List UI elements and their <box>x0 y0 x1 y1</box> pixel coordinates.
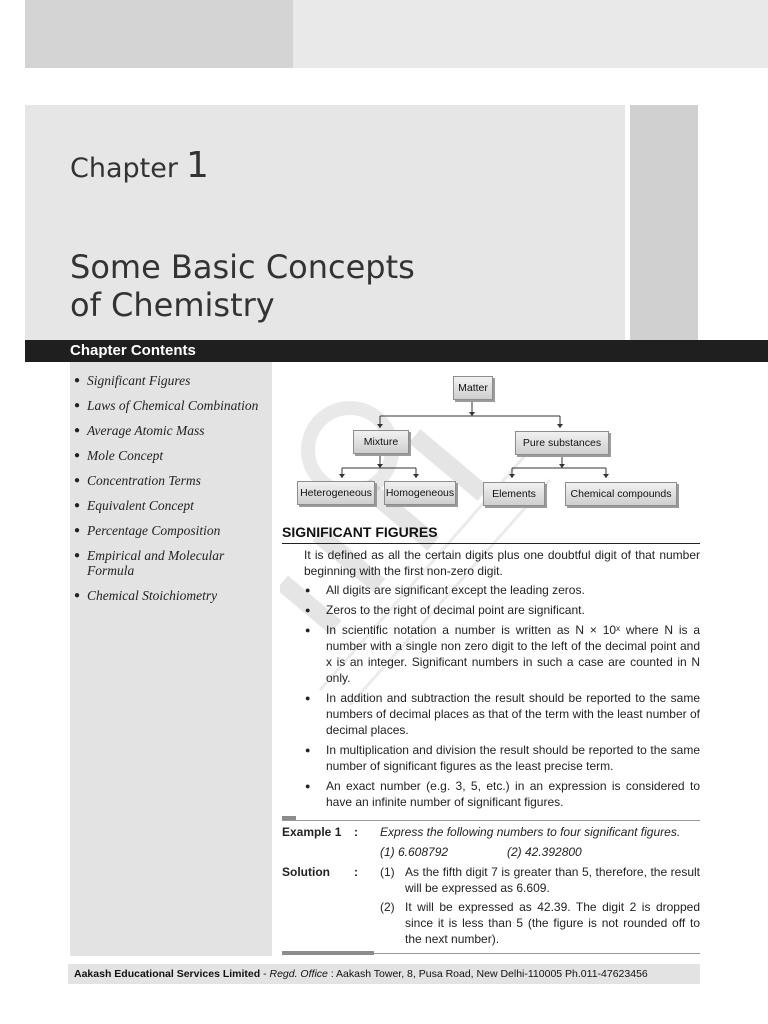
bullet-icon: ● <box>305 605 311 615</box>
chapter-title <box>70 248 590 324</box>
rule-item: ● In scientific notation a number is written as N × 10ˣ where N is a number with a single non zero digit to the left of the decimal point and x is an integer. Significant numbers in such a case are counted in N only. <box>305 623 700 685</box>
rule-item: ● All digits are significant except the leading zeros. <box>305 583 585 597</box>
node-mixture: Mixture <box>353 430 409 454</box>
bullet-icon: ● <box>74 475 81 486</box>
bullet-icon: ● <box>305 745 311 755</box>
section-heading: SIGNIFICANT FIGURES <box>282 524 438 540</box>
contents-list <box>74 373 268 613</box>
example-top-rule <box>282 820 700 821</box>
footer-office-label: Regd. Office <box>269 968 328 980</box>
solution-item-text: It will be expressed as 42.39. The digit 2 is dropped since it is less than 5 (the figure is not rounded off to the next number). <box>405 900 700 946</box>
bullet-icon: ● <box>74 425 81 436</box>
significant-figures-rules <box>304 582 700 814</box>
contents-item[interactable]: ● Laws of Chemical Combination <box>74 398 259 413</box>
node-homogeneous: Homogeneous <box>384 481 456 505</box>
contents-item[interactable]: ● Equivalent Concept <box>74 498 194 513</box>
example-colon: : <box>354 825 358 839</box>
rule-item: ● In multiplication and division the result should be reported to the same number of significant figures as the least precise term. <box>305 743 700 773</box>
bullet-icon: ● <box>305 585 311 595</box>
bullet-icon: ● <box>74 375 81 386</box>
solution-block <box>282 864 700 947</box>
rule-item: ● In addition and subtraction the result should be reported to the same numbers of decimal places as that of the term with the least number of decimal places. <box>305 691 700 737</box>
chapter-word: Chapter <box>70 153 178 184</box>
node-chemical-compounds: Chemical compounds <box>565 482 677 506</box>
bullet-icon: ● <box>74 400 81 411</box>
solution-label: Solution <box>282 865 330 879</box>
solution-item-number: (2) <box>380 900 395 914</box>
contents-item[interactable]: ● Mole Concept <box>74 448 164 463</box>
node-heterogeneous: Heterogeneous <box>297 481 375 505</box>
bullet-icon: ● <box>305 781 311 791</box>
bullet-icon: ● <box>74 450 81 461</box>
node-matter: Matter <box>453 376 493 400</box>
section-intro: It is defined as all the certain digits plus one doubtful digit of that number beginning with the first non-zero digit. <box>304 548 700 578</box>
example-box <box>282 824 700 950</box>
chapter-title-line-1: Some Basic Concepts <box>70 248 415 286</box>
node-elements: Elements <box>483 482 545 506</box>
example-option-1: (1) 6.608792 <box>380 845 449 859</box>
example-options-row <box>282 844 700 860</box>
example-bottom-rule <box>374 953 700 954</box>
contents-item[interactable]: ● Empirical and Molecular Formula <box>74 548 225 578</box>
example-question: Express the following numbers to four significant figures. <box>380 825 681 839</box>
solution-item-number: (1) <box>380 865 395 879</box>
contents-item[interactable]: ● Average Atomic Mass <box>74 423 205 438</box>
solution-item-text: As the fifth digit 7 is greater than 5, therefore, the result will be expressed as 6.609. <box>405 865 700 895</box>
contents-heading: Chapter Contents <box>70 342 196 359</box>
bullet-icon: ● <box>305 625 311 635</box>
bullet-icon: ● <box>74 590 81 601</box>
header-strip <box>630 105 698 340</box>
bullet-icon: ● <box>74 550 81 561</box>
classification-diagram <box>280 368 700 518</box>
footer-separator: - <box>260 968 270 980</box>
page-footer <box>68 964 700 984</box>
bullet-icon: ● <box>74 500 81 511</box>
solution-colon: : <box>354 865 358 879</box>
example-row <box>282 824 700 840</box>
chapter-label <box>70 145 209 186</box>
contents-item[interactable]: ● Significant Figures <box>74 373 191 388</box>
bullet-icon: ● <box>305 693 311 703</box>
chapter-title-line-2: of Chemistry <box>70 286 275 324</box>
top-band-left <box>25 0 293 68</box>
rule-item: ● An exact number (e.g. 3, 5, etc.) in an expression is considered to have an infinite number of significant figures. <box>305 779 700 809</box>
contents-item[interactable]: ● Percentage Composition <box>74 523 221 538</box>
bullet-icon: ● <box>74 525 81 536</box>
section-rule <box>282 543 700 544</box>
footer-company: Aakash Educational Services Limited <box>74 968 261 980</box>
node-pure-substances: Pure substances <box>515 431 609 455</box>
header-strip-right <box>698 115 768 340</box>
chapter-number: 1 <box>185 145 209 186</box>
top-band-right <box>293 0 768 68</box>
example-option-2: (2) 42.392800 <box>507 845 582 859</box>
example-label: Example 1 <box>282 825 342 839</box>
solution-item <box>380 899 700 947</box>
contents-item[interactable]: ● Chemical Stoichiometry <box>74 588 218 603</box>
contents-item[interactable]: ● Concentration Terms <box>74 473 201 488</box>
solution-item <box>380 864 700 896</box>
footer-address: : Aakash Tower, 8, Pusa Road, New Delhi-110005 Ph.011-47623456 <box>327 968 648 980</box>
example-bottom-accent <box>282 951 374 955</box>
rule-item: ● Zeros to the right of decimal point are significant. <box>305 603 585 617</box>
